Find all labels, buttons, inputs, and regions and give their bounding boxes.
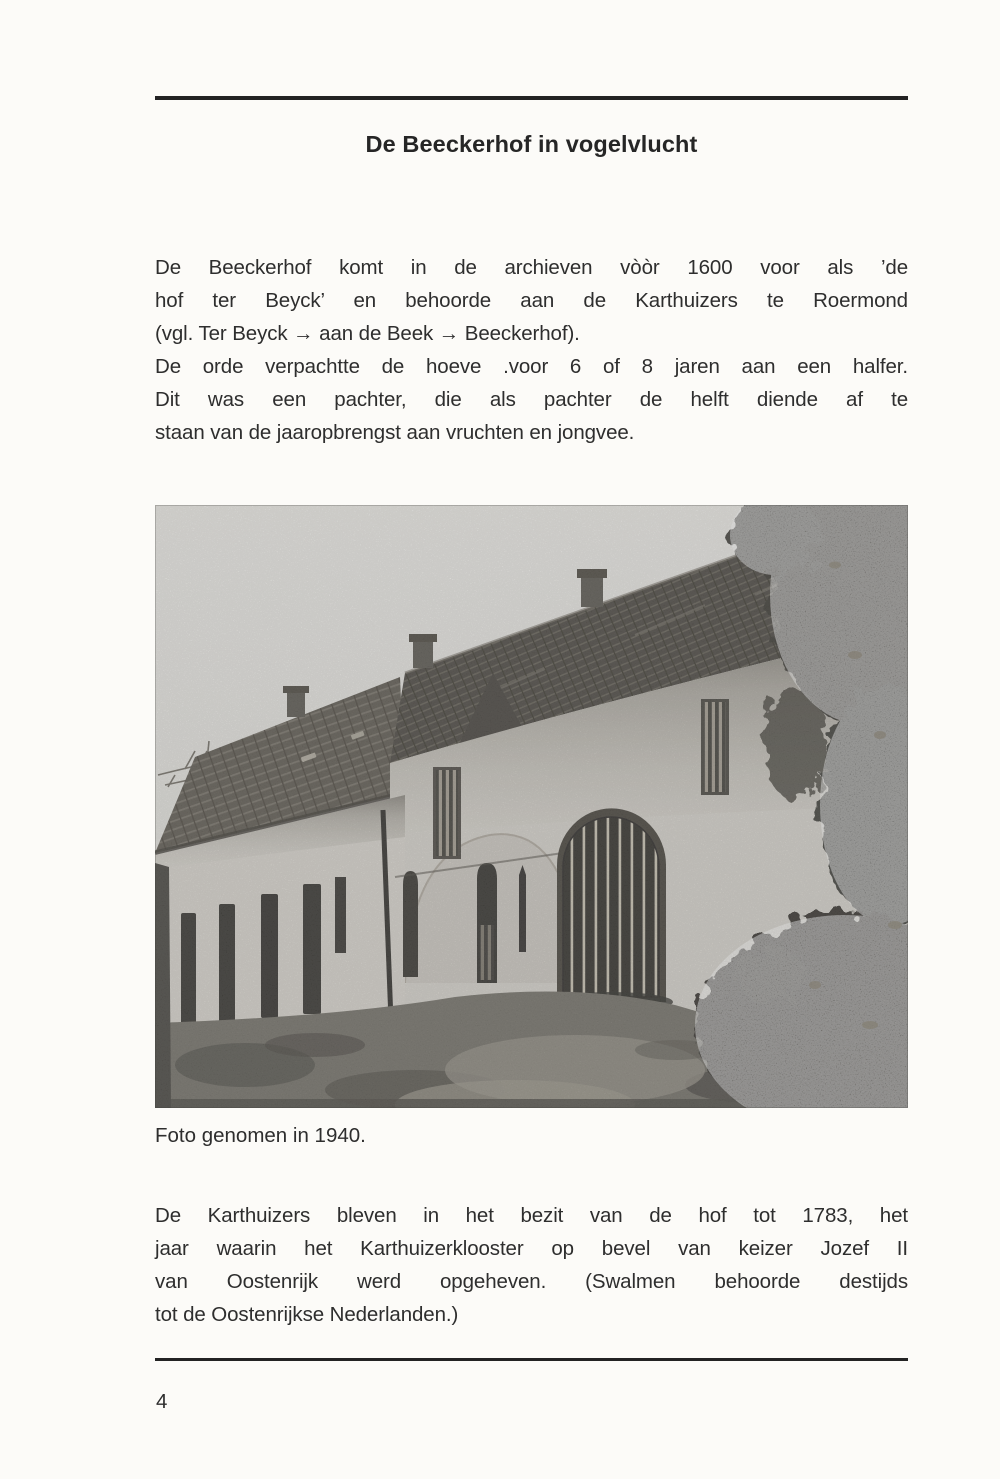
text-line: van Oostenrijk werd opgeheven. (Swalmen behoorde destijds	[155, 1270, 908, 1293]
farmhouse-photo-art	[155, 505, 908, 1108]
page-number: 4	[156, 1390, 168, 1413]
text-line: staan van de jaaropbrengst aan vruchten en jongvee.	[155, 421, 635, 444]
photo-caption: Foto genomen in 1940.	[155, 1124, 366, 1147]
text-line: jaar waarin het Karthuizerklooster op bevel van keizer Jozef II	[155, 1237, 908, 1260]
text-line: hof ter Beyck’ en behoorde aan de Karthuizers te Roermond	[155, 289, 908, 312]
page-title: De Beeckerhof in vogelvlucht	[365, 131, 698, 157]
intro-paragraph	[155, 251, 908, 449]
text-line: tot de Oostenrijkse Nederlanden.)	[155, 1303, 459, 1326]
film-grain	[155, 505, 908, 1108]
text-line: De orde verpachtte de hoeve .voor 6 of 8 jaren aan een halfer.	[155, 355, 908, 378]
closing-paragraph	[155, 1199, 908, 1331]
text-line: Dit was een pachter, die als pachter de helft diende af te	[155, 388, 908, 411]
farmhouse-photo	[155, 505, 908, 1108]
text-line: (vgl. Ter Beyck → aan de Beek → Beeckerhof).	[155, 322, 580, 345]
text-line: De Karthuizers bleven in het bezit van de hof tot 1783, het	[155, 1204, 908, 1227]
bottom-rule	[155, 1358, 908, 1361]
text-line: De Beeckerhof komt in de archieven vòòr 1600 voor als ’de	[155, 256, 908, 279]
top-rule	[155, 96, 908, 100]
